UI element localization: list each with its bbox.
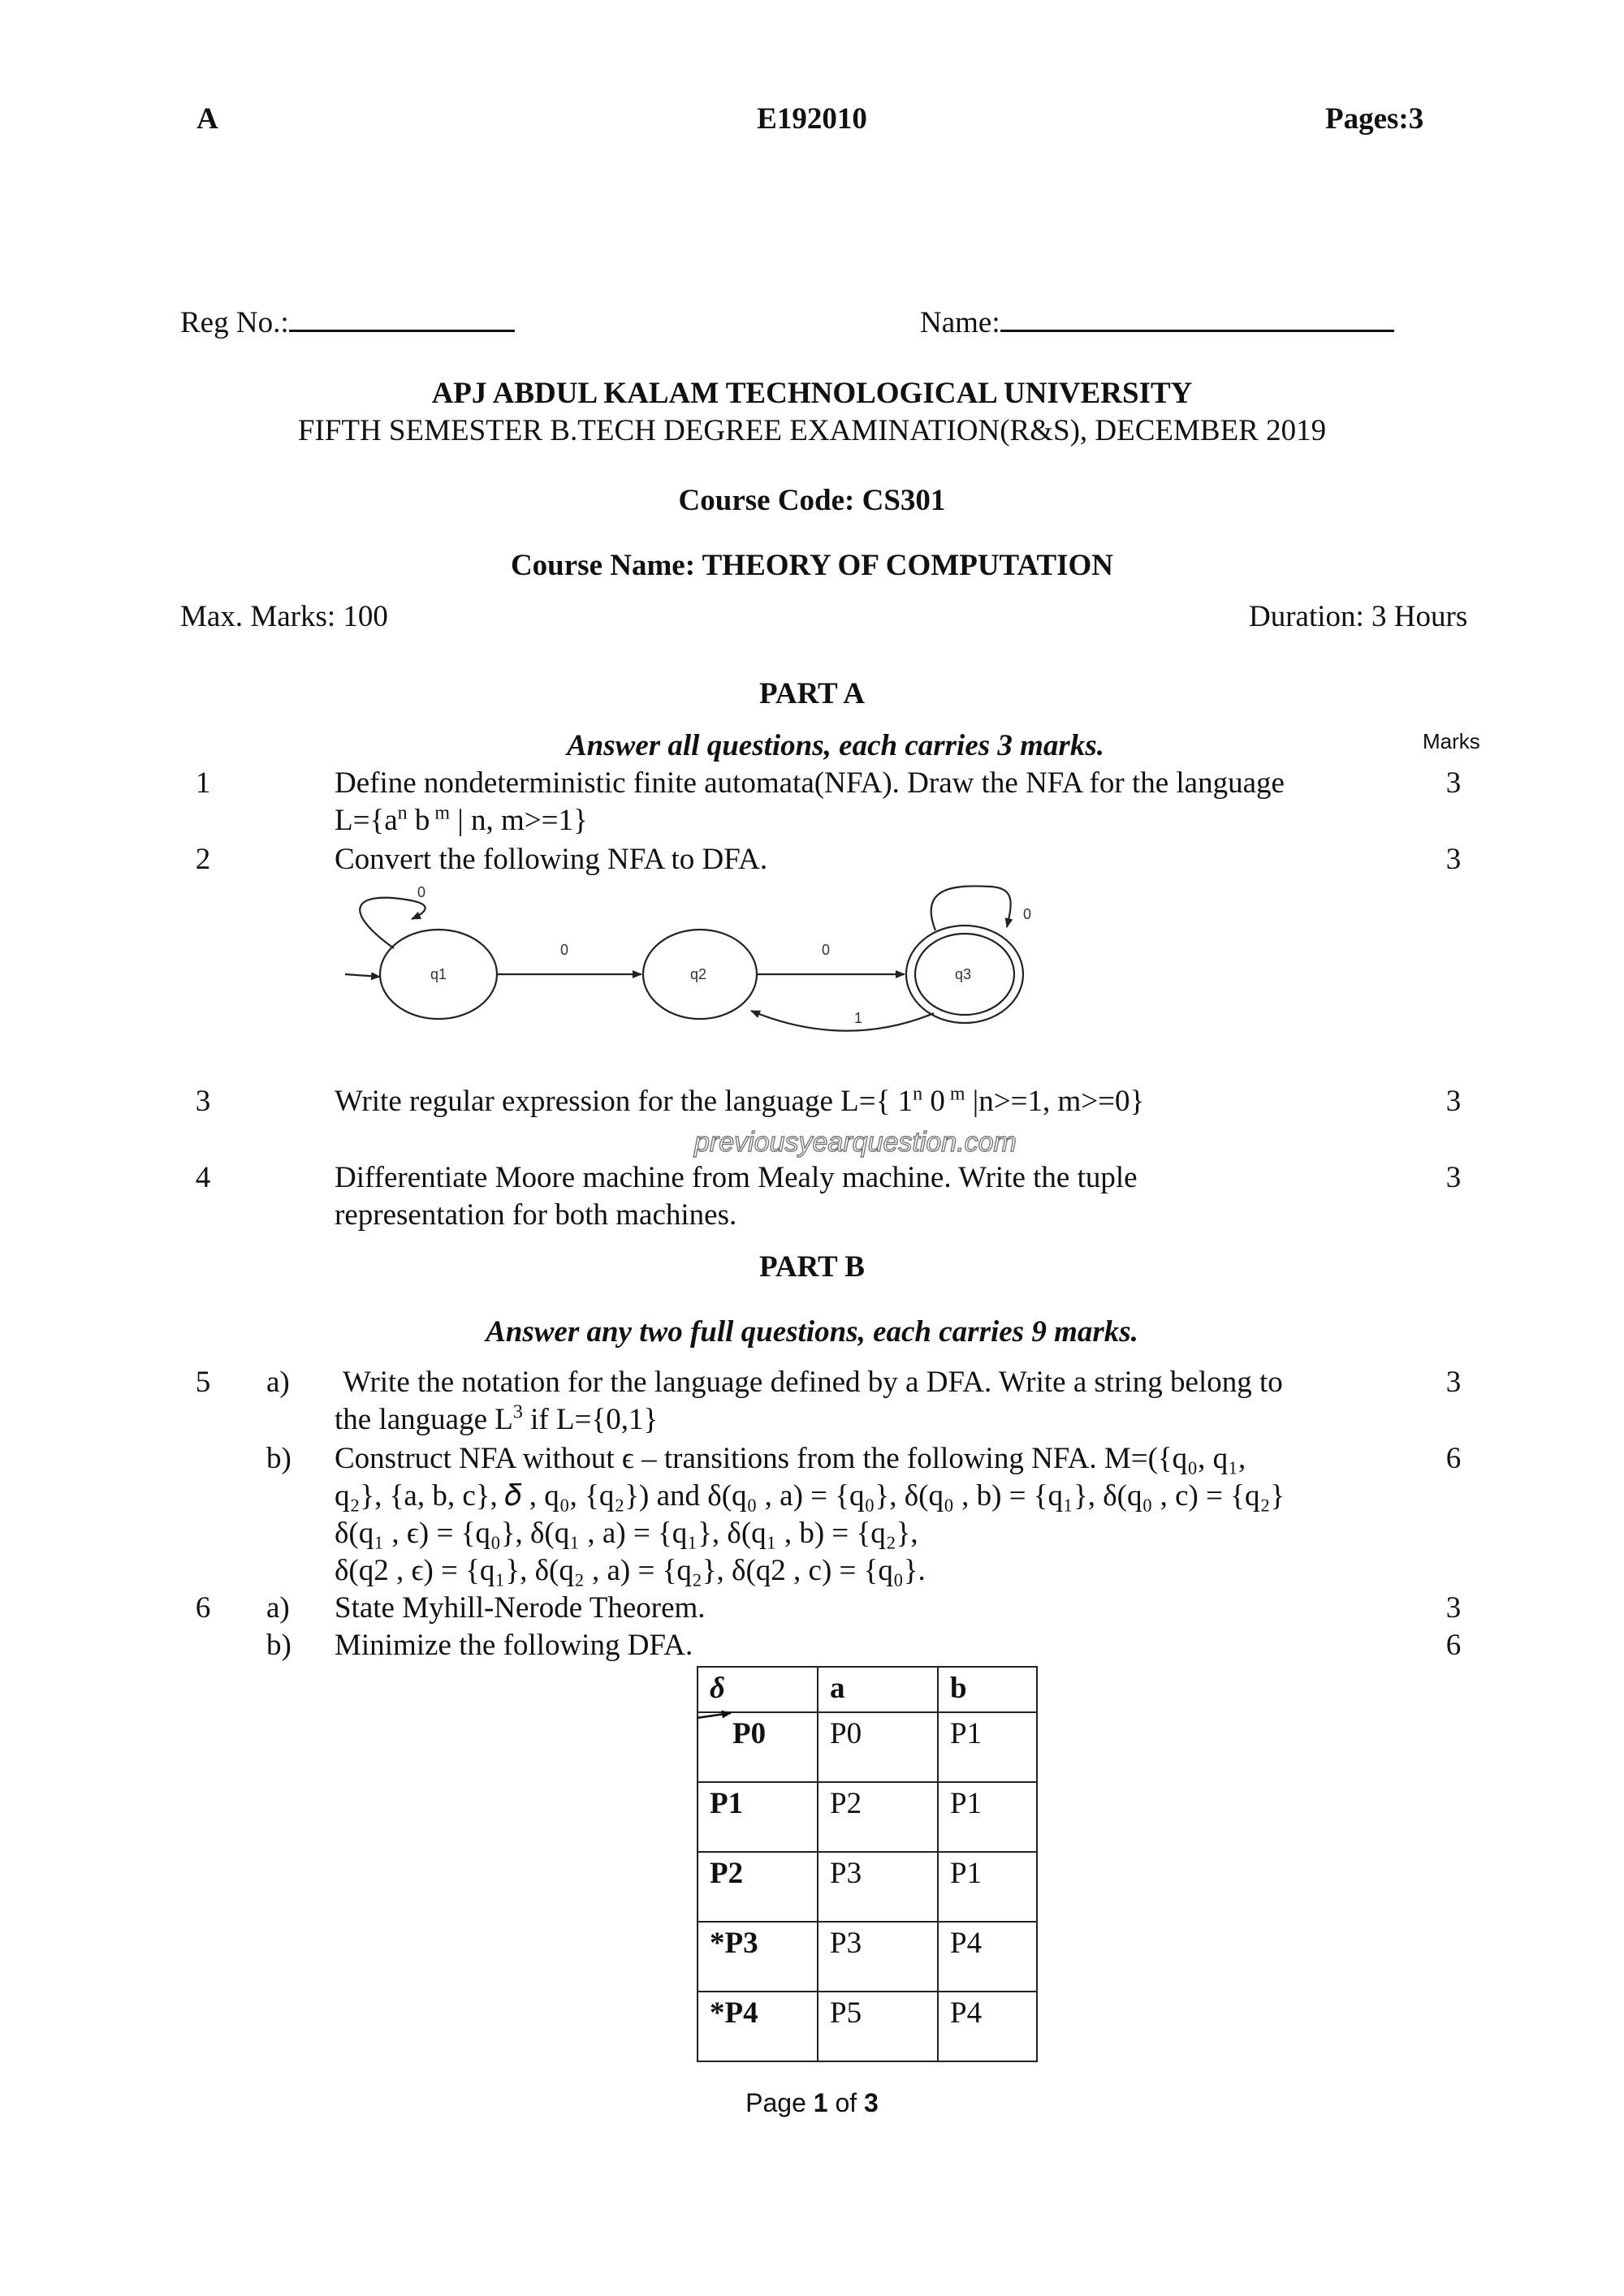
q5a-text-line2: the language $L^3$ if L={0,1} [335, 1401, 659, 1436]
max-marks: Max. Marks: 100 [180, 600, 388, 633]
marks-header: Marks [1423, 729, 1480, 753]
q6a-marks: 3 [1445, 1591, 1462, 1625]
course-code: Course Code: CS301 [678, 484, 946, 517]
transition-cell: P4 [938, 1922, 1037, 1992]
q5b-text-line3: δ(q₁ , ϵ) = {q₀}, δ(q₁ , a) = {q₁}, δ(q₁ , b) = {q₂}, [335, 1517, 918, 1550]
q2-label: q2 [690, 966, 707, 982]
q6b-label: b) [266, 1629, 292, 1662]
q3-text: Write regular expression for the language L={ 1$^n$ 0 $^m$ |n>=1, m>=0} [335, 1083, 1145, 1118]
course-name: Course Name: THEORY OF COMPUTATION [510, 549, 1114, 582]
q3-label: q3 [955, 966, 972, 982]
transition-cell: P4 [938, 1992, 1037, 2061]
q1-text: Define nondeterministic finite automata(NFA). Draw the NFA for the language [335, 766, 1285, 800]
transition-cell: P1 [938, 1852, 1037, 1922]
exam-title: FIFTH SEMESTER B.TECH DEGREE EXAMINATION(R&S), DECEMBER 2019 [297, 414, 1327, 447]
q6b-text: Minimize the following DFA. [335, 1629, 693, 1662]
transition-cell: P5 [818, 1992, 938, 2061]
q5b-text-line1: Construct NFA without ϵ – transitions from the following NFA. M=({q₀, q₁, [335, 1442, 1246, 1475]
transition-cell: P3 [818, 1852, 938, 1922]
q4-marks: 3 [1445, 1161, 1462, 1194]
duration: Duration: 3 Hours [1249, 600, 1468, 633]
q5b-text-line2: q₂}, {a, b, c}, 𝛿 , q₀, {q₂}) and δ(q₀ , a) = {q₀}, δ(q₀ , b) = {q₁}, δ(q₀ , c) = {q₂} [335, 1479, 1285, 1513]
q6b-marks: 6 [1445, 1629, 1462, 1662]
q5a-text-line1: Write the notation for the language defined by a DFA. Write a string belong to [343, 1366, 1283, 1399]
q5-number: 5 [195, 1366, 211, 1399]
q1-language: $L=\{a^n$ b $^m$ | n, m>=1} [335, 802, 588, 837]
transition-cell: P3 [818, 1922, 938, 1992]
part-b-title: PART B [759, 1250, 865, 1284]
q2-text: Convert the following NFA to DFA. [335, 843, 768, 876]
q4-number: 4 [195, 1161, 211, 1194]
q3-number: 3 [195, 1085, 211, 1118]
state-cell: P1 [698, 1782, 818, 1852]
page-count: Pages:3 [1325, 102, 1424, 136]
transition-cell: P0 [818, 1712, 938, 1782]
q1-marks: 3 [1445, 766, 1462, 800]
state-cell: P2 [698, 1852, 818, 1922]
state-cell: *P4 [698, 1992, 818, 2061]
q3-marks: 3 [1445, 1085, 1462, 1118]
transition-cell: P2 [818, 1782, 938, 1852]
q2-q3-label: 0 [822, 942, 831, 958]
transition-cell: P1 [938, 1712, 1037, 1782]
part-a-instruction: Answer all questions, each carries 3 marks. [567, 729, 1104, 762]
university-name: APJ ABDUL KALAM TECHNOLOGICAL UNIVERSITY [431, 377, 1193, 410]
header-cell-b: b [938, 1667, 1037, 1712]
watermark: previousyearquestion.com [694, 1127, 1017, 1158]
q1-loop-label: 0 [417, 884, 426, 900]
part-a-title: PART A [759, 677, 865, 710]
header-cell-delta: δ [698, 1667, 818, 1712]
q4-text-line2: representation for both machines. [335, 1198, 737, 1232]
page-footer: Page 1 of 3 [745, 2088, 879, 2117]
q6-number: 6 [195, 1591, 211, 1625]
q5b-label: b) [266, 1442, 292, 1475]
header-cell-a: a [818, 1667, 938, 1712]
q6a-text: State Myhill-Nerode Theorem. [335, 1591, 706, 1625]
transition-cell: P1 [938, 1782, 1037, 1852]
q5b-text-line4: δ(q2 , ϵ) = {q₁}, δ(q₂ , a) = {q₂}, δ(q2 , c) = {q₀}. [335, 1554, 926, 1587]
q2-marks: 3 [1445, 843, 1462, 876]
table-row [698, 1922, 1037, 1992]
q5a-label: a) [266, 1366, 290, 1399]
q5a-marks: 3 [1445, 1366, 1462, 1399]
table-row [698, 1992, 1037, 2061]
reg-no-label: Reg No.: [180, 306, 289, 339]
part-b-instruction: Answer any two full questions, each carries 9 marks. [486, 1315, 1138, 1349]
q6a-label: a) [266, 1591, 290, 1625]
set-label: A [197, 102, 218, 136]
table-row [698, 1852, 1037, 1922]
paper-code: E192010 [757, 102, 867, 136]
state-cell: P0 [698, 1712, 818, 1782]
q3-loop-label: 0 [1023, 906, 1032, 922]
table-row [698, 1782, 1037, 1852]
q1-q2-label: 0 [560, 942, 569, 958]
q2-number: 2 [195, 843, 211, 876]
state-cell: *P3 [698, 1922, 818, 1992]
q4-text-line1: Differentiate Moore machine from Mealy machine. Write the tuple [335, 1161, 1138, 1194]
q1-number: 1 [195, 766, 211, 800]
q1-label: q1 [430, 966, 447, 982]
name-label: Name: [920, 306, 1000, 339]
q5b-marks: 6 [1445, 1442, 1462, 1475]
q3-q2-label: 1 [854, 1010, 863, 1026]
